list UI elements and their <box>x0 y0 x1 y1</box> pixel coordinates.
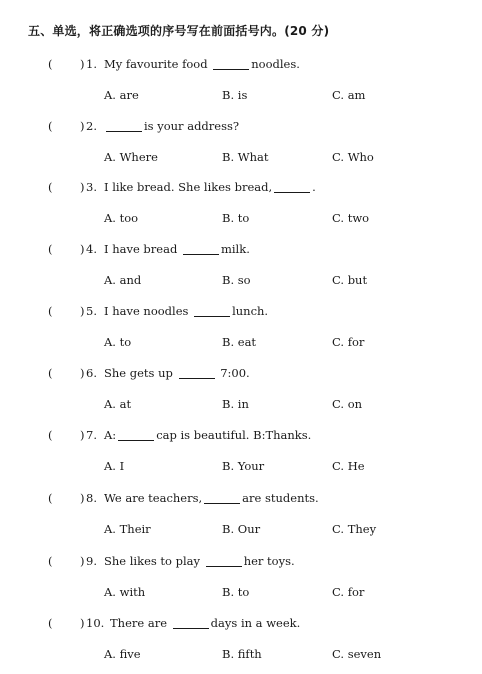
answer-paren-close: ) <box>80 366 85 380</box>
option-b: B. What <box>222 150 269 164</box>
option-c: C. Who <box>332 150 374 164</box>
answer-blank <box>204 502 240 504</box>
question-number: 4. <box>86 242 97 256</box>
option-a: A. are <box>104 88 139 102</box>
question-text <box>104 552 295 570</box>
question-number: 5. <box>86 304 97 318</box>
option-a: A. five <box>104 647 141 661</box>
option-a: A. Where <box>104 150 158 164</box>
question-number: 3. <box>86 180 97 194</box>
answer-paren-open: ( <box>48 366 53 380</box>
stem-part-1: My favourite food <box>104 57 208 71</box>
answer-paren-open: ( <box>48 616 53 630</box>
question-text <box>104 364 250 382</box>
stem-part-2: her toys. <box>243 554 295 568</box>
stem-part-2: . <box>312 180 316 194</box>
answer-paren-close: ) <box>80 57 85 71</box>
option-c: C. They <box>332 522 377 536</box>
answer-paren-close: ) <box>80 428 85 442</box>
option-b: B. Our <box>222 522 261 536</box>
option-a: A. Their <box>104 522 151 536</box>
stem-part-2: milk. <box>220 242 250 256</box>
answer-blank <box>179 377 215 379</box>
question-9 <box>0 552 482 612</box>
answer-paren-open: ( <box>48 57 53 71</box>
stem-part-1: There are <box>110 616 168 630</box>
option-a: A. and <box>104 273 142 287</box>
stem-part-1: I have bread <box>104 242 178 256</box>
answer-paren-open: ( <box>48 242 53 256</box>
question-number: 2. <box>86 119 97 133</box>
stem-part-2: lunch. <box>232 304 269 318</box>
option-c: C. two <box>332 211 370 225</box>
answer-blank <box>118 439 154 441</box>
question-text <box>104 178 316 196</box>
answer-paren-open: ( <box>48 491 53 505</box>
stem-part-1: We are teachers, <box>104 491 203 505</box>
question-number: 10. <box>86 616 105 630</box>
stem-part-2: days in a week. <box>210 616 301 630</box>
question-4 <box>0 240 482 300</box>
stem-part-1: She likes to play <box>104 554 201 568</box>
stem-part-2: is your address? <box>144 119 240 133</box>
option-a: A. to <box>104 335 132 349</box>
option-a: A. too <box>104 211 139 225</box>
option-c: C. for <box>332 335 365 349</box>
option-a: A. I <box>104 459 125 473</box>
option-b: B. to <box>222 585 250 599</box>
stem-part-1: I have noodles <box>104 304 189 318</box>
option-c: C. on <box>332 397 363 411</box>
option-c: C. seven <box>332 647 382 661</box>
option-b: B. to <box>222 211 250 225</box>
option-b: B. Your <box>222 459 265 473</box>
answer-blank <box>173 627 209 629</box>
question-number: 7. <box>86 428 97 442</box>
stem-part-1: I like bread. She likes bread, <box>104 180 273 194</box>
question-text <box>104 302 268 320</box>
option-a: A. with <box>104 585 146 599</box>
question-text <box>104 55 300 73</box>
answer-paren-open: ( <box>48 304 53 318</box>
option-b: B. fifth <box>222 647 262 661</box>
answer-paren-close: ) <box>80 304 85 318</box>
answer-paren-close: ) <box>80 119 85 133</box>
question-1 <box>0 55 482 115</box>
option-b: B. so <box>222 273 251 287</box>
question-text <box>110 614 300 632</box>
question-number: 8. <box>86 491 97 505</box>
answer-blank <box>206 565 242 567</box>
question-7 <box>0 426 482 486</box>
question-2 <box>0 117 482 177</box>
option-b: B. eat <box>222 335 257 349</box>
question-8 <box>0 489 482 549</box>
answer-blank <box>194 315 230 317</box>
answer-paren-open: ( <box>48 554 53 568</box>
stem-part-2: cap is beautiful. B:Thanks. <box>156 428 312 442</box>
question-text <box>104 426 311 444</box>
answer-paren-close: ) <box>80 554 85 568</box>
option-c: C. am <box>332 88 366 102</box>
answer-paren-close: ) <box>80 616 85 630</box>
question-3 <box>0 178 482 238</box>
answer-blank <box>183 253 219 255</box>
option-c: C. but <box>332 273 368 287</box>
section-title: 五、单选，将正确选项的序号写在前面括号内。(20 分) <box>28 24 330 38</box>
option-c: C. for <box>332 585 365 599</box>
stem-part-1: A: <box>104 428 117 442</box>
answer-paren-open: ( <box>48 428 53 442</box>
question-6 <box>0 364 482 424</box>
question-text <box>104 489 319 507</box>
option-a: A. at <box>104 397 132 411</box>
option-c: C. He <box>332 459 365 473</box>
question-text <box>104 240 250 258</box>
answer-blank <box>106 130 142 132</box>
option-b: B. is <box>222 88 248 102</box>
question-number: 9. <box>86 554 97 568</box>
question-number: 1. <box>86 57 97 71</box>
answer-paren-open: ( <box>48 180 53 194</box>
stem-part-2: noodles. <box>251 57 300 71</box>
question-number: 6. <box>86 366 97 380</box>
answer-paren-close: ) <box>80 242 85 256</box>
answer-blank <box>213 68 249 70</box>
answer-paren-close: ) <box>80 180 85 194</box>
question-10 <box>0 614 482 674</box>
question-5 <box>0 302 482 362</box>
stem-part-2: 7:00. <box>220 366 250 380</box>
stem-part-1: She gets up <box>104 366 173 380</box>
answer-paren-open: ( <box>48 119 53 133</box>
answer-paren-close: ) <box>80 491 85 505</box>
stem-part-2: are students. <box>242 491 319 505</box>
question-text <box>104 117 239 135</box>
answer-blank <box>274 191 310 193</box>
option-b: B. in <box>222 397 249 411</box>
